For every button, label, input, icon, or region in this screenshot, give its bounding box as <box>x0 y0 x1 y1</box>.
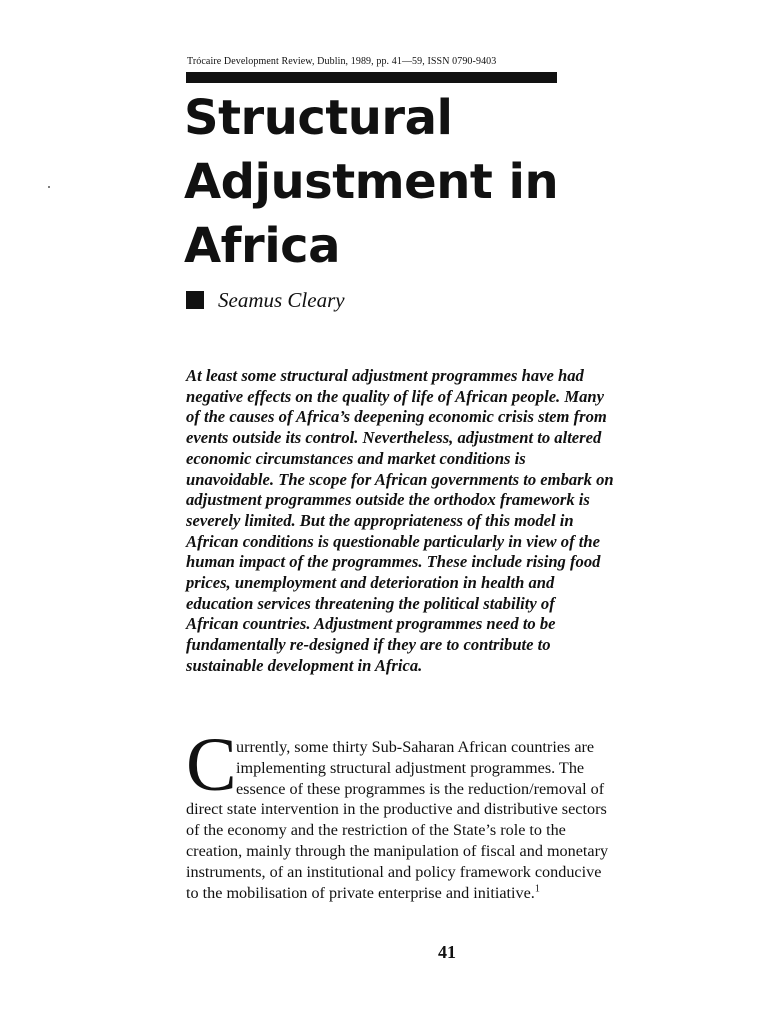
body-line: direct state intervention in the productive and distributive sectors <box>186 800 607 819</box>
body-line: essence of these programmes is the reduction/removal of <box>236 779 605 798</box>
abstract-line: African conditions is questionable particularly in view of the <box>186 531 600 551</box>
body-paragraph <box>186 737 714 903</box>
abstract-line: education services threatening the political stability of <box>186 593 555 613</box>
abstract-line: negative effects on the quality of life of African people. Many <box>186 386 605 406</box>
body-line: of the economy and the restriction of the State’s role to the <box>186 821 566 840</box>
abstract-line: African countries. Adjustment programmes need to be <box>186 614 556 634</box>
article-title <box>184 86 558 278</box>
abstract-line: At least some structural adjustment programmes have had <box>186 366 584 385</box>
footnote-marker[interactable]: 1 <box>534 883 540 895</box>
title-line: Africa <box>184 218 340 274</box>
abstract-line: sustainable development in Africa. <box>186 655 423 675</box>
abstract-line: of the causes of Africa’s deepening economic crisis stem from <box>186 407 607 427</box>
abstract-line: economic circumstances and market conditions is <box>186 448 526 468</box>
author-byline <box>186 286 345 314</box>
scan-speck <box>48 186 50 188</box>
abstract-line: prices, unemployment and deterioration in health and <box>186 573 555 593</box>
body-line: instruments, of an institutional and policy framework conducive <box>186 862 602 881</box>
body-last-line <box>186 883 714 904</box>
square-bullet-icon <box>186 291 204 309</box>
body-line-text: to the mobilisation of private enterprise and initiative. <box>186 883 535 902</box>
page-number: 41 <box>438 942 456 962</box>
author-name: Seamus Cleary <box>218 287 345 312</box>
title-line: Adjustment in <box>184 154 559 210</box>
abstract-line: events outside its control. Nevertheless, adjustment to altered <box>186 428 602 448</box>
abstract-line: adjustment programmes outside the orthodox framework is <box>186 490 590 510</box>
title-rule <box>186 72 557 83</box>
body-line: creation, mainly through the manipulation of fiscal and monetary <box>186 841 609 860</box>
abstract-line: fundamentally re-designed if they are to contribute to <box>186 635 551 655</box>
abstract <box>186 366 726 677</box>
drop-cap: C <box>186 723 237 807</box>
body-line: urrently, some thirty Sub-Saharan African countries are <box>236 738 595 756</box>
title-line: Structural <box>184 90 453 146</box>
body-line: implementing structural adjustment programmes. The <box>236 758 585 777</box>
journal-reference: Trócaire Development Review, Dublin, 1989, pp. 41—59, ISSN 0790-9403 <box>187 56 497 67</box>
abstract-line: unavoidable. The scope for African governments to embark on <box>186 469 614 489</box>
abstract-line: human impact of the programmes. These include rising food <box>186 552 601 572</box>
abstract-line: severely limited. But the appropriateness of this model in <box>186 510 574 530</box>
